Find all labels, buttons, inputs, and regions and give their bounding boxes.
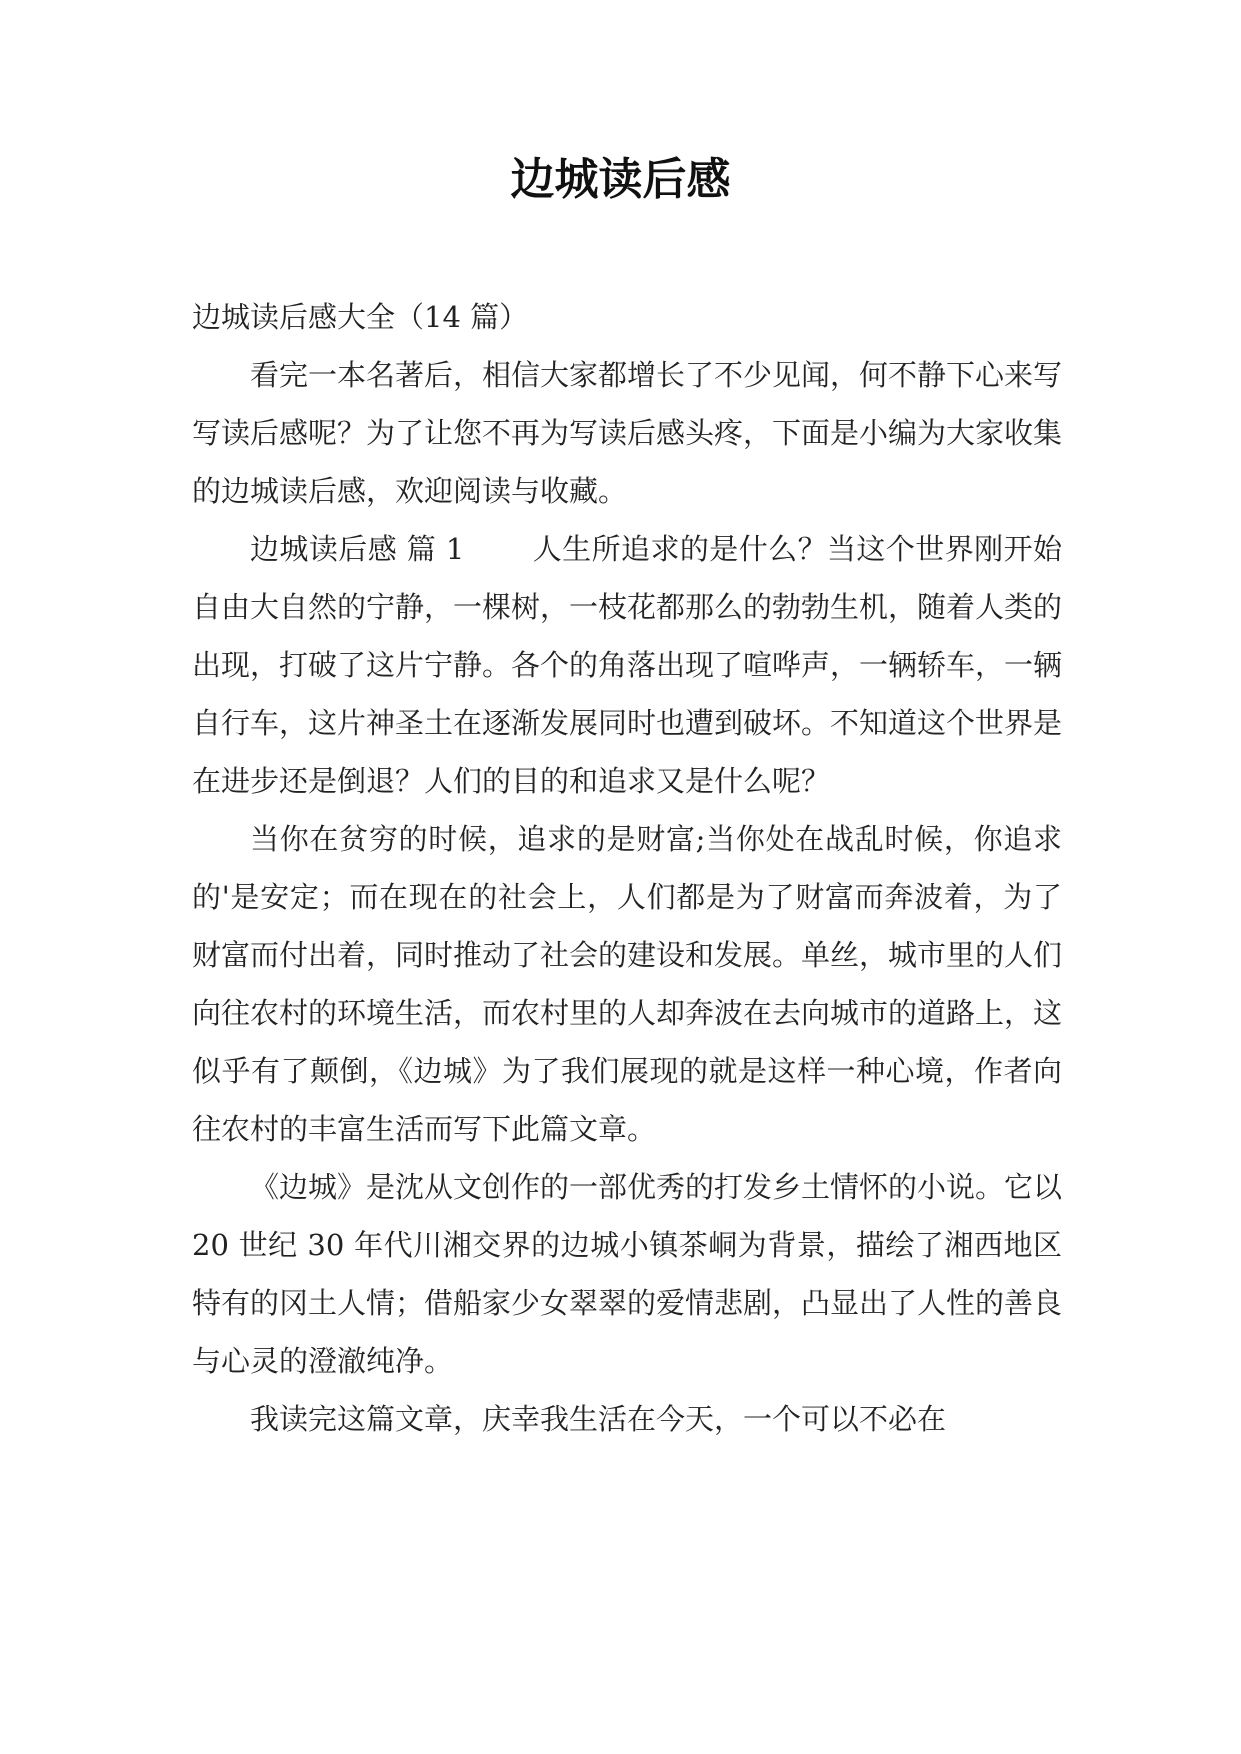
document-subtitle: 边城读后感大全（14 篇） xyxy=(192,300,529,334)
section-paragraph xyxy=(192,520,1062,810)
document-title: 边城读后感 xyxy=(510,154,731,205)
section-heading: 边城读后感 篇 1 xyxy=(250,532,465,566)
document-body xyxy=(192,288,1062,1448)
body-paragraph: 当你在贫穷的时候，追求的是财富;当你处在战乱时候，你追求的'是安定；而在现在的社会上，人们都是为了财富而奔波着，为了财富而付出着，同时推动了社会的建设和发展。单丝，城市里的人们向往农村的环境生活，而农村里的人却奔波在去向城市的道路上，这似乎有了颠倒，《边城》为了我们展现的就是这样一种心境，作者向往农村的丰富生活而写下此篇文章。 xyxy=(192,822,1063,1146)
body-paragraph: 《边城》是沈从文创作的一部优秀的打发乡土情怀的小说。它以 20 世纪 30 年代川湘交界的边城小镇茶峒为背景，描绘了湘西地区特有的冈土人情；借船家少女翠翠的爱情悲剧，凸显出了人性的善良与心灵的澄澈纯净。 xyxy=(192,1170,1063,1378)
body-paragraph: 我读完这篇文章，庆幸我生活在今天，一个可以不必在 xyxy=(250,1402,947,1436)
section-first-text: 人生所追求的是什么？当这个世界刚开始自由大自然的宁静，一棵树，一枝花都那么的勃勃生机，随着人类的出现，打破了这片宁静。各个的角落出现了喧哗声，一辆轿车，一辆自行车，这片神圣土在逐渐发展同时也遭到破坏。不知道这个世界是在进步还是倒退？人们的目的和追求又是什么呢？ xyxy=(192,532,1063,798)
intro-paragraph: 看完一本名著后，相信大家都增长了不少见闻，何不静下心来写写读后感呢？为了让您不再为写读后感头疼，下面是小编为大家收集的边城读后感，欢迎阅读与收藏。 xyxy=(192,358,1063,508)
